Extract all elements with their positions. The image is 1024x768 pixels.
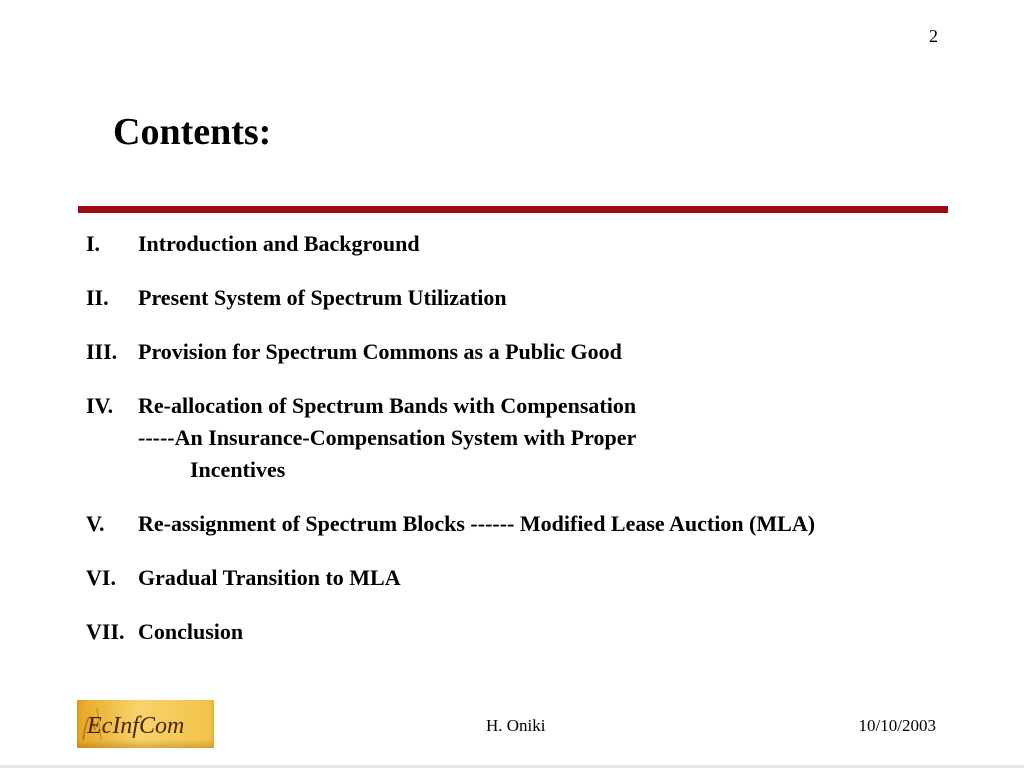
- toc-item-subtitle: -----An Insurance-Compensation System with Proper: [138, 425, 637, 450]
- footer-author: H. Oniki: [486, 716, 546, 735]
- ecinfcom-logo: [77, 700, 214, 748]
- toc-item-3: [86, 336, 966, 368]
- toc-item-subtitle-continued: Incentives: [190, 457, 286, 482]
- toc-item-text: Re-allocation of Spectrum Bands with Compensation: [138, 393, 637, 418]
- footer-date: 10/10/2003: [858, 716, 936, 735]
- toc-item-number: V.: [86, 511, 105, 536]
- table-of-contents: [86, 228, 966, 670]
- toc-item-6: [86, 562, 966, 594]
- toc-item-text: Introduction and Background: [138, 231, 420, 256]
- logo-graphic: [77, 700, 214, 748]
- toc-item-number: VII.: [86, 619, 125, 644]
- toc-item-number: I.: [86, 231, 101, 256]
- toc-item-7: [86, 616, 966, 648]
- toc-item-number: III.: [86, 339, 118, 364]
- toc-item-number: VI.: [86, 565, 116, 590]
- page-number: 2: [929, 26, 938, 46]
- toc-item-number: IV.: [86, 393, 114, 418]
- toc-item-1: [86, 228, 966, 260]
- toc-item-number: II.: [86, 285, 109, 310]
- toc-item-2: [86, 282, 966, 314]
- toc-item-text: Conclusion: [138, 619, 244, 644]
- toc-item-text: Provision for Spectrum Commons as a Public Good: [138, 339, 622, 364]
- toc-item-4: [86, 390, 966, 486]
- toc-item-text: Present System of Spectrum Utilization: [138, 285, 507, 310]
- toc-item-text: Re-assignment of Spectrum Blocks ------ Modified Lease Auction (MLA): [138, 511, 816, 536]
- slide-title: Contents:: [113, 111, 272, 153]
- toc-item-body: [138, 390, 966, 486]
- title-divider: [78, 206, 948, 213]
- toc-item-text: Gradual Transition to MLA: [138, 565, 401, 590]
- logo-text: EcInfCom: [87, 713, 185, 739]
- toc-item-5: [86, 508, 966, 540]
